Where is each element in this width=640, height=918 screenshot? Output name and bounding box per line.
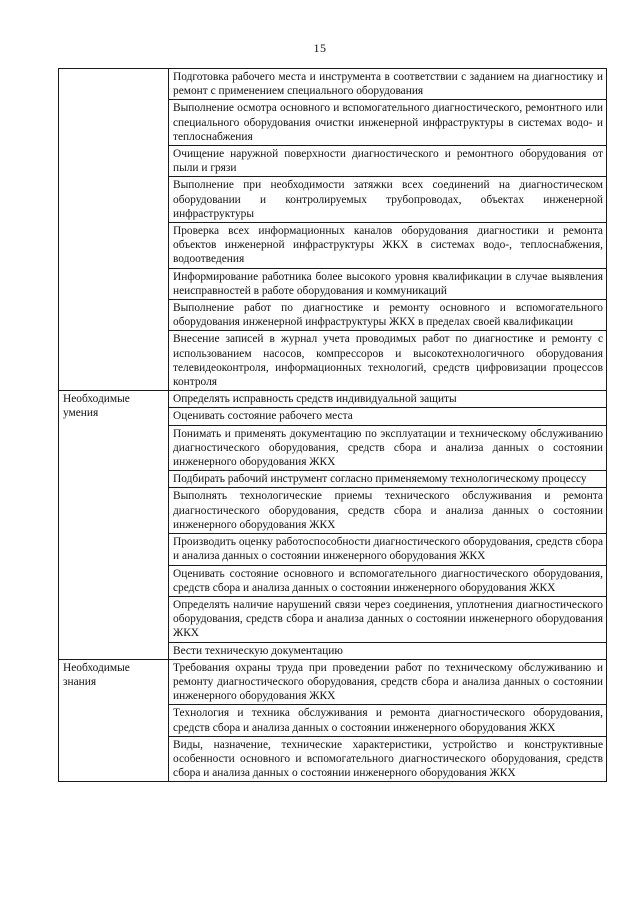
table-cell: Выполнение осмотра основного и вспомогательного диагностического, ремонтного или специального оборудования очистки инженерной инфраструктуры в системах водо- и теплоснабжения — [169, 100, 607, 146]
table-cell: Подбирать рабочий инструмент согласно применяемому технологическому процессу — [169, 471, 607, 488]
table-cell: Очищение наружной поверхности диагностического и ремонтного оборудования от пыли и грязи — [169, 146, 607, 177]
table-cell: Внесение записей в журнал учета проводимых работ по диагностике и ремонту с использованием насосов, компрессоров и высокотехнологичного оборудования телевидеоконтроля, информационных технологий, средств цифровизации процессов контроля — [169, 331, 607, 391]
table-cell: Проверка всех информационных каналов оборудования диагностики и ремонта объектов инженерной инфраструктуры ЖКХ в системах водо-, теплоснабжения, водоотведения — [169, 223, 607, 269]
requirements-table — [58, 68, 607, 782]
requirements-table-body — [59, 69, 607, 782]
table-row — [59, 659, 607, 705]
table-cell: Определять наличие нарушений связи через соединения, уплотнения диагностического оборудования, средств сбора и анализа данных о состоянии инженерного оборудования ЖКХ — [169, 596, 607, 642]
table-cell: Вести техническую документацию — [169, 642, 607, 659]
table-cell: Выполнение при необходимости затяжки всех соединений на диагностическом оборудовании и контролируемых трубопроводах, объектах инженерной инфраструктуры — [169, 177, 607, 223]
table-cell: Выполнять технологические приемы технического обслуживания и ремонта диагностического оборудования, средств сбора и анализа данных о состоянии инженерного оборудования ЖКХ — [169, 488, 607, 534]
table-cell: Определять исправность средств индивидуальной защиты — [169, 391, 607, 408]
table-row — [59, 391, 607, 408]
table-cell: Оценивать состояние рабочего места — [169, 408, 607, 425]
table-row — [59, 69, 607, 100]
table-cell: Информирование работника более высокого уровня квалификации в случае выявления неисправностей в работе оборудования и коммуникаций — [169, 268, 607, 299]
table-cell: Производить оценку работоспособности диагностического оборудования, средств сбора и анализа данных о состоянии инженерного оборудования ЖКХ — [169, 534, 607, 565]
table-cell: Выполнение работ по диагностике и ремонту основного и вспомогательного оборудования инженерной инфраструктуры ЖКХ в пределах своей квалификации — [169, 300, 607, 331]
table-cell: Подготовка рабочего места и инструмента в соответствии с заданием на диагностику и ремонт с применением специального оборудования — [169, 69, 607, 100]
section-label — [59, 69, 169, 391]
table-cell: Оценивать состояние основного и вспомогательного диагностического оборудования, средств сбора и анализа данных о состоянии инженерного оборудования ЖКХ — [169, 565, 607, 596]
table-cell: Требования охраны труда при проведении работ по техническому обслуживанию и ремонту диагностического оборудования, средств сбора и анализа данных о состоянии инженерного оборудования ЖКХ — [169, 659, 607, 705]
table-cell: Понимать и применять документацию по эксплуатации и техническому обслуживанию диагностического оборудования, средств сбора и анализа данных о состоянии инженерного оборудования ЖКХ — [169, 425, 607, 471]
table-cell: Технология и техника обслуживания и ремонта диагностического оборудования, средств сбора и анализа данных о состоянии инженерного оборудования ЖКХ — [169, 705, 607, 736]
section-label: Необходимые умения — [59, 391, 169, 659]
page-number: 15 — [313, 41, 327, 55]
table-cell: Виды, назначение, технические характеристики, устройство и конструктивные особенности основного и вспомогательного диагностического оборудования, средств сбора и анализа данных о состоянии инженерного оборудования ЖКХ — [169, 736, 607, 782]
section-label: Необходимые знания — [59, 659, 169, 782]
